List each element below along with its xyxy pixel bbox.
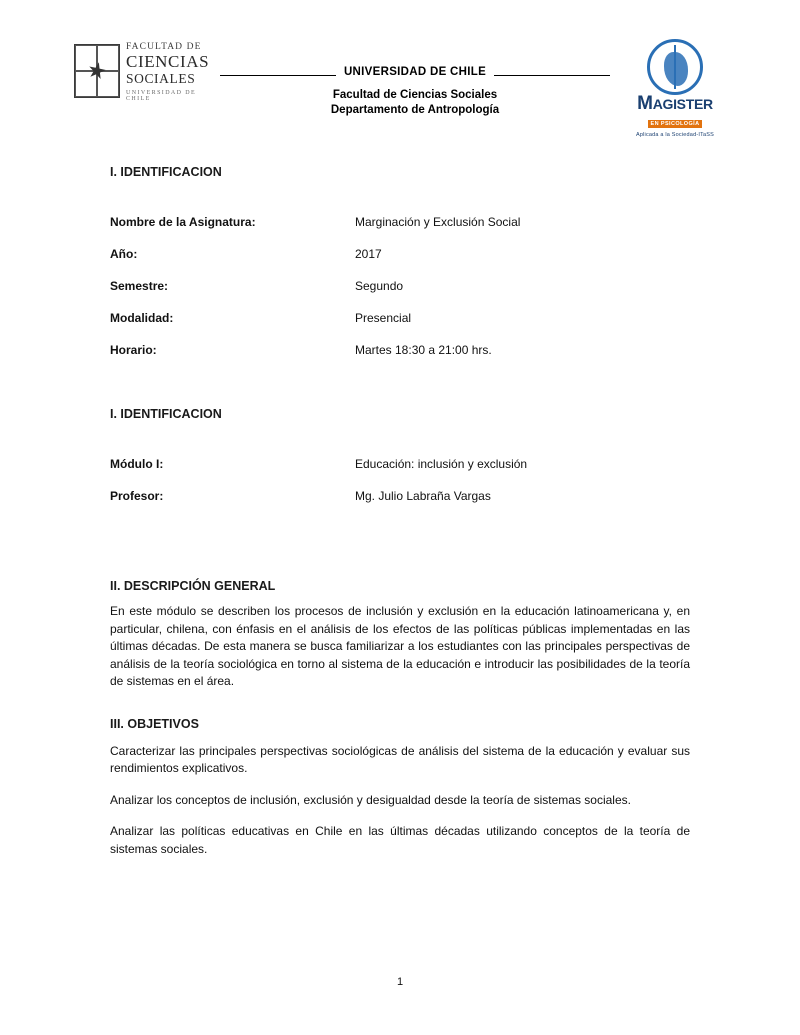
faculty-logo-line2: CIENCIAS: [126, 52, 210, 71]
university-name: UNIVERSIDAD DE CHILE: [336, 66, 494, 78]
faculty-logo: [70, 42, 215, 118]
document-header: [70, 42, 730, 138]
field-row: [110, 343, 690, 357]
field-value-horario: Martes 18:30 a 21:00 hrs.: [355, 343, 492, 357]
document-body: [110, 165, 690, 872]
field-value-modulo: Educación: inclusión y exclusión: [355, 457, 528, 471]
faculty-logo-line1: FACULTAD DE: [126, 42, 202, 52]
header-titles: [220, 62, 610, 118]
descripcion-paragraph: En este módulo se describen los procesos de inclusión y exclusión en la educación latinoamericana y, en particular, chilena, con énfasis en el análisis de los efectos de las políticas públicas implementadas en las últimas décadas. De esta manera se busca familiarizar a los estudiantes con las principales perspectivas de análisis de la teoría sociológica en torno al sistema de la educación e introducir las posibilidades de la teoría de sistemas en el área.: [110, 604, 690, 688]
magister-logo-m: M: [637, 93, 653, 114]
field-value-semestre: Segundo: [355, 279, 404, 293]
field-row: [110, 457, 690, 471]
field-row: [110, 311, 690, 325]
field-value-modalidad: Presencial: [355, 311, 412, 325]
magister-logo-badge: EN PSICOLOGÍA: [648, 120, 703, 128]
field-row: [110, 215, 690, 229]
field-label-modulo: Módulo I:: [110, 457, 164, 471]
objetivo-item: Analizar los conceptos de inclusión, exclusión y desigualdad desde la teoría de sistemas sociales.: [110, 792, 631, 807]
field-row: [110, 279, 690, 293]
faculty-logo-line4: UNIVERSIDAD DE CHILE: [126, 90, 197, 102]
globe-icon: [647, 39, 703, 95]
field-label-profesor: Profesor:: [110, 489, 164, 503]
magister-logo-rest: AGISTER: [652, 96, 713, 112]
magister-logo-sub: Aplicada a la Sociedad-ITaSS: [635, 132, 715, 138]
field-value-asignatura: Marginación y Exclusión Social: [355, 215, 521, 229]
field-label-modalidad: Modalidad:: [110, 311, 174, 325]
field-row: [110, 489, 690, 503]
department-name: Departamento de Antropología: [330, 104, 500, 116]
field-label-asignatura: Nombre de la Asignatura:: [110, 215, 256, 229]
objetivo-item: Caracterizar las principales perspectivas sociológicas de análisis del sistema de la educación y evaluar sus rendimientos explicativos.: [110, 743, 690, 775]
university-crest-icon: ★: [74, 44, 120, 98]
field-label-ano: Año:: [110, 247, 138, 261]
field-value-profesor: Mg. Julio Labraña Vargas: [355, 489, 491, 503]
section-title-identificacion-2: I. IDENTIFICACION: [110, 407, 222, 421]
faculty-logo-line3: SOCIALES: [126, 71, 196, 86]
field-label-semestre: Semestre:: [110, 279, 169, 293]
faculty-name: Facultad de Ciencias Sociales: [332, 89, 498, 101]
section-title-objetivos: III. OBJETIVOS: [110, 716, 199, 731]
field-label-horario: Horario:: [110, 343, 157, 357]
section-title-descripcion: II. DESCRIPCIÓN GENERAL: [110, 579, 276, 593]
field-value-ano: 2017: [355, 247, 382, 261]
magister-logo: [630, 39, 720, 138]
page-number: 1: [396, 976, 404, 988]
section-title-identificacion-1: I. IDENTIFICACION: [110, 165, 222, 179]
objetivo-item: Analizar las políticas educativas en Chile en las últimas décadas utilizando conceptos de la teoría de sistemas sociales.: [110, 824, 690, 856]
field-row: [110, 247, 690, 261]
